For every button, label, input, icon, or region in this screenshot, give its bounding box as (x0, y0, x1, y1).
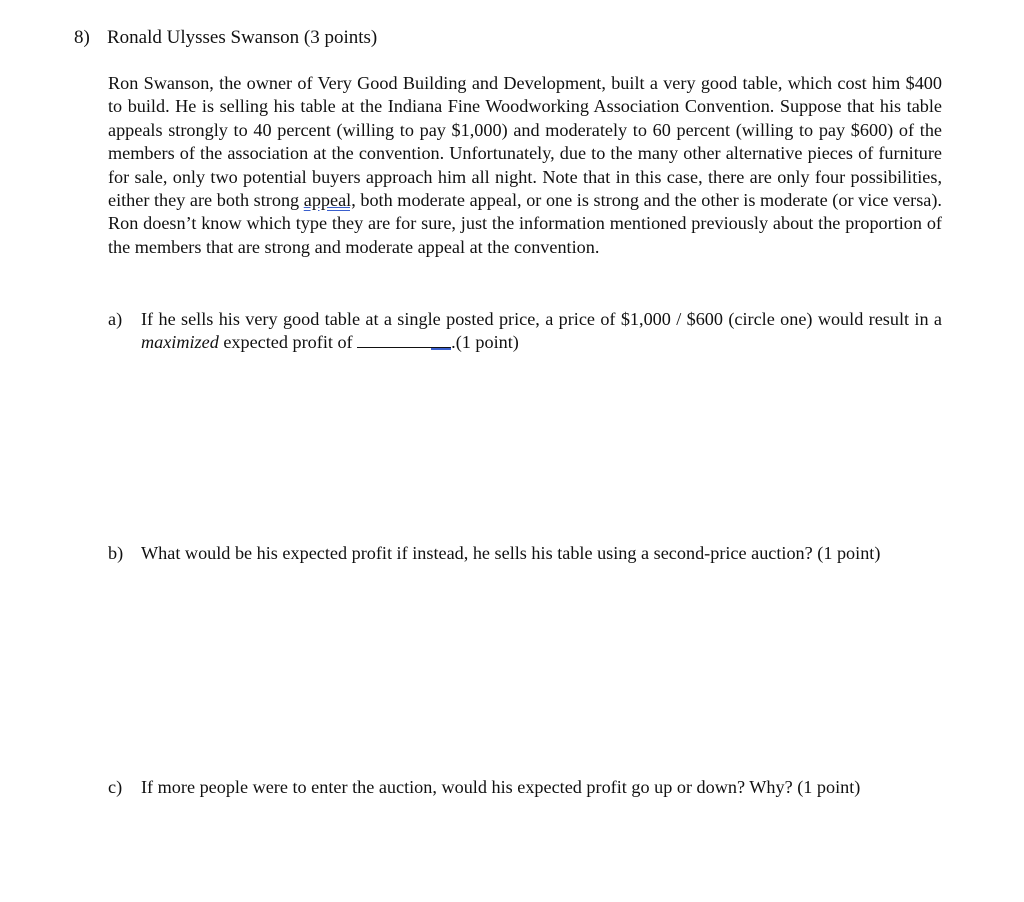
part-b (108, 542, 942, 565)
part-a-text-before: If he sells his very good table at a single posted price, a price of $1,000 / $600 (circle one) would result in a (141, 309, 942, 329)
part-c-letter: c) (108, 777, 123, 797)
part-a-letter: a) (108, 309, 123, 329)
part-b-letter: b) (108, 543, 124, 563)
part-c-question: If more people were to enter the auction, would his expected profit go up or down? Why? (1 point) (141, 777, 861, 797)
question-title: Ronald Ulysses Swanson (3 points) (107, 27, 378, 48)
intro-appeal-word: appeal, (303, 190, 356, 211)
answer-blank[interactable] (357, 331, 451, 348)
part-a-emphasis: maximized (141, 332, 219, 353)
part-a-question (141, 308, 942, 355)
part-a (108, 308, 942, 355)
question-number: 8) (74, 27, 90, 48)
intro-text-part1: Ron Swanson, the owner of Very Good Building and Development, built a very good table, which cost him $400 to build. He is selling his table at the Indiana Fine Woodworking Association Convention. Suppose that his table appeals strongly to 40 percent (willing to pay $1,000) and moderately to 60 percent (willing to pay $600) of the members of the association at the convention. Unfortunately, due to the many other alternative pieces of furniture for sale, only two potential buyers approach him all night. Note that in this case, there are only four possibilities, either they are both strong (108, 73, 942, 211)
part-a-text-middle: expected profit of (218, 332, 358, 353)
part-c (108, 776, 942, 799)
intro-paragraph (108, 72, 942, 259)
question-heading (74, 26, 377, 50)
part-a-text-after: .(1 point) (451, 332, 519, 353)
part-b-question: What would be his expected profit if instead, he sells his table using a second-price auction? (1 point) (141, 543, 881, 563)
intro-text-part2: both moderate appeal, or one is strong and the other is moderate (or vice versa). Ron doesn’t know which type they are for sure, just the information mentioned previously about the proportion of the members that are strong and moderate appeal at the convention. (108, 190, 942, 257)
